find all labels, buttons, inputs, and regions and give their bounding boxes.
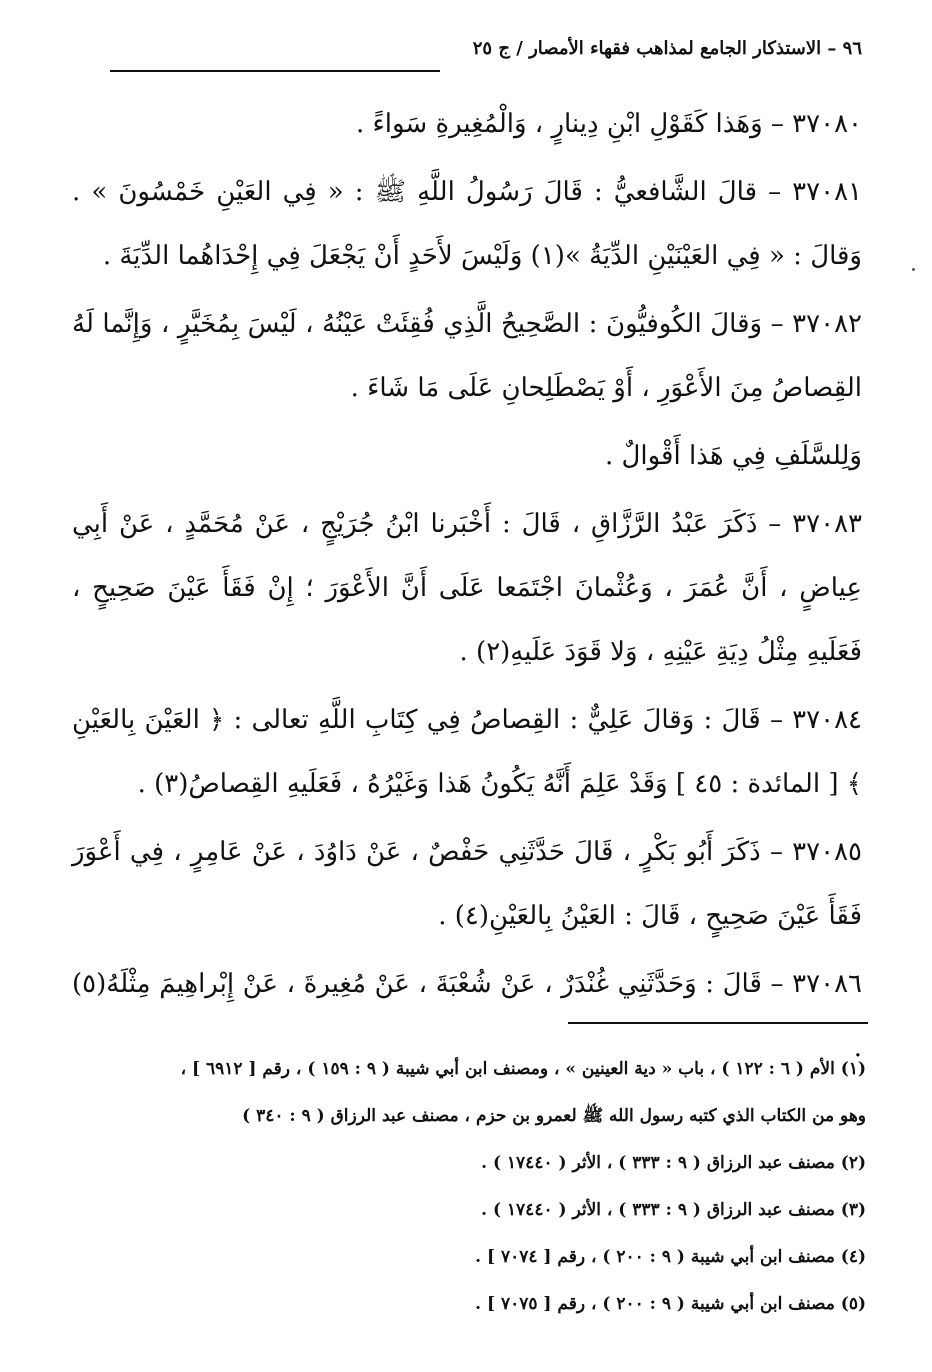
footnote-5: (٥) مصنف ابن أبي شيبة ( ٩ : ٢٠٠ ) ، رقم [ ٧٠٧٥ ] . — [475, 1294, 866, 1314]
paragraph-37080: ٣٧٠٨٠ – وَهَذا كَقَوْلِ ابْنِ دِينارٍ ، وَالْمُغِيرةِ سَواءً . — [355, 109, 862, 139]
footnote-rule — [568, 1022, 868, 1024]
paragraph-37083: ٣٧٠٨٣ – ذَكَرَ عَبْدُ الرَّزَّاقِ ، قَالَ : أَخْبَرنا ابْنُ جُرَيْجٍ ، عَنْ مُحَمَّدٍ ، عَنْ أَبِي عِياضٍ ، أَنَّ عُمَرَ ، وَعُثْمانَ اجْتَمَعا عَلَى أَنَّ الأَعْوَرَ ؛ إِنْ فَقَأَ عَيْنَ صَحِيحٍ ، فَعَلَيهِ مِثْلُ دِيَةِ عَيْنِهِ ، وَلا قَوَدَ عَلَيهِ(٢) . — [72, 509, 862, 667]
footnote-1: (١) الأم ( ٦ : ١٢٢ ) ، باب « دية العينين » ، ومصنف ابن أبي شيبة ( ٩ : ١٥٩ ) ، رقم [ ٦٩١٢ ] ، — [180, 1059, 866, 1079]
footnote-3: (٣) مصنف عبد الرزاق ( ٩ : ٣٣٣ ) ، الأثر ( ١٧٤٤٠ ) . — [481, 1200, 866, 1220]
header-rule — [110, 70, 440, 72]
paragraph-37082: ٣٧٠٨٢ – وَقالَ الكُوفيُّونَ : الصَّحِيحُ الَّذِي فُقِئَتْ عَيْنُهُ ، لَيْسَ بِمُخَيَّرٍ ، وَإِنَّما لَهُ القِصاصُ مِنَ الأَعْوَرِ ، أَوْ يَصْطَلِحانِ عَلَى مَا شَاءَ . — [72, 309, 862, 403]
running-header: ٩٦ – الاستذكار الجامع لمذاهب فقهاء الأمصار / ج ٢٥ — [472, 38, 862, 59]
footnote-1-continued: وهو من الكتاب الذي كتبه رسول الله ﷺ لعمرو بن حزم ، مصنف عبد الرزاق ( ٩ : ٣٤٠ ) — [242, 1106, 866, 1126]
footnote-4: (٤) مصنف ابن أبي شيبة ( ٩ : ٢٠٠ ) ، رقم [ ٧٠٧٤ ] . — [475, 1247, 866, 1267]
paragraph-37085: ٣٧٠٨٥ – ذَكَرَ أَبُو بَكْرٍ ، قَالَ حَدَّثَنِي حَفْصٌ ، عَنْ دَاوُدَ ، عَنْ عَامِرٍ ، فِي أَعْوَرَ فَقَأَ عَيْنَ صَحِيحٍ ، قَالَ : العَيْنُ بِالعَيْنِ(٤) . — [72, 837, 862, 931]
paragraph-37084: ٣٧٠٨٤ – قَالَ : وَقالَ عَلِيٌّ : القِصاصُ فِي كِتَابِ اللَّهِ تعالى : ﴿ العَيْنَ بِالعَيْنِ ﴾ [ المائدة : ٤٥ ] وَقَدْ عَلِمَ أَنَّهُ يَكُونُ هَذا وَغَيْرُهُ ، فَعَلَيهِ القِصاصُ(٣) . — [72, 705, 862, 799]
paragraph-37086: ٣٧٠٨٦ – قَالَ : وَحَدَّثَنِي غُنْدَرٌ ، عَنْ شُعْبَةَ ، عَنْ مُغِيرةَ ، عَنْ إِبْراهِيمَ مِثْلَهُ(٥) . — [72, 969, 862, 1063]
footnotes — [56, 1046, 866, 1328]
paragraph-37081: ٣٧٠٨١ – قالَ الشَّافعيُّ : قَالَ رَسُولُ اللَّهِ ﷺ : « فِي العَيْنِ خَمْسُونَ » . وَقالَ : « فِي العَيْنَيْنِ الدِّيَةُ »(١) وَلَيْسَ لأَحَدٍ أَنْ يَجْعَلَ فِي إِحْدَاهُما الدِّيَةَ . — [72, 177, 862, 271]
main-text — [72, 92, 862, 1084]
footnote-2: (٢) مصنف عبد الرزاق ( ٩ : ٣٣٣ ) ، الأثر ( ١٧٤٤٠ ) . — [481, 1153, 866, 1173]
paragraph-salaf: وَلِلسَّلَفِ فِي هَذا أَقْوالٌ . — [604, 441, 862, 471]
scan-speck — [912, 268, 915, 271]
